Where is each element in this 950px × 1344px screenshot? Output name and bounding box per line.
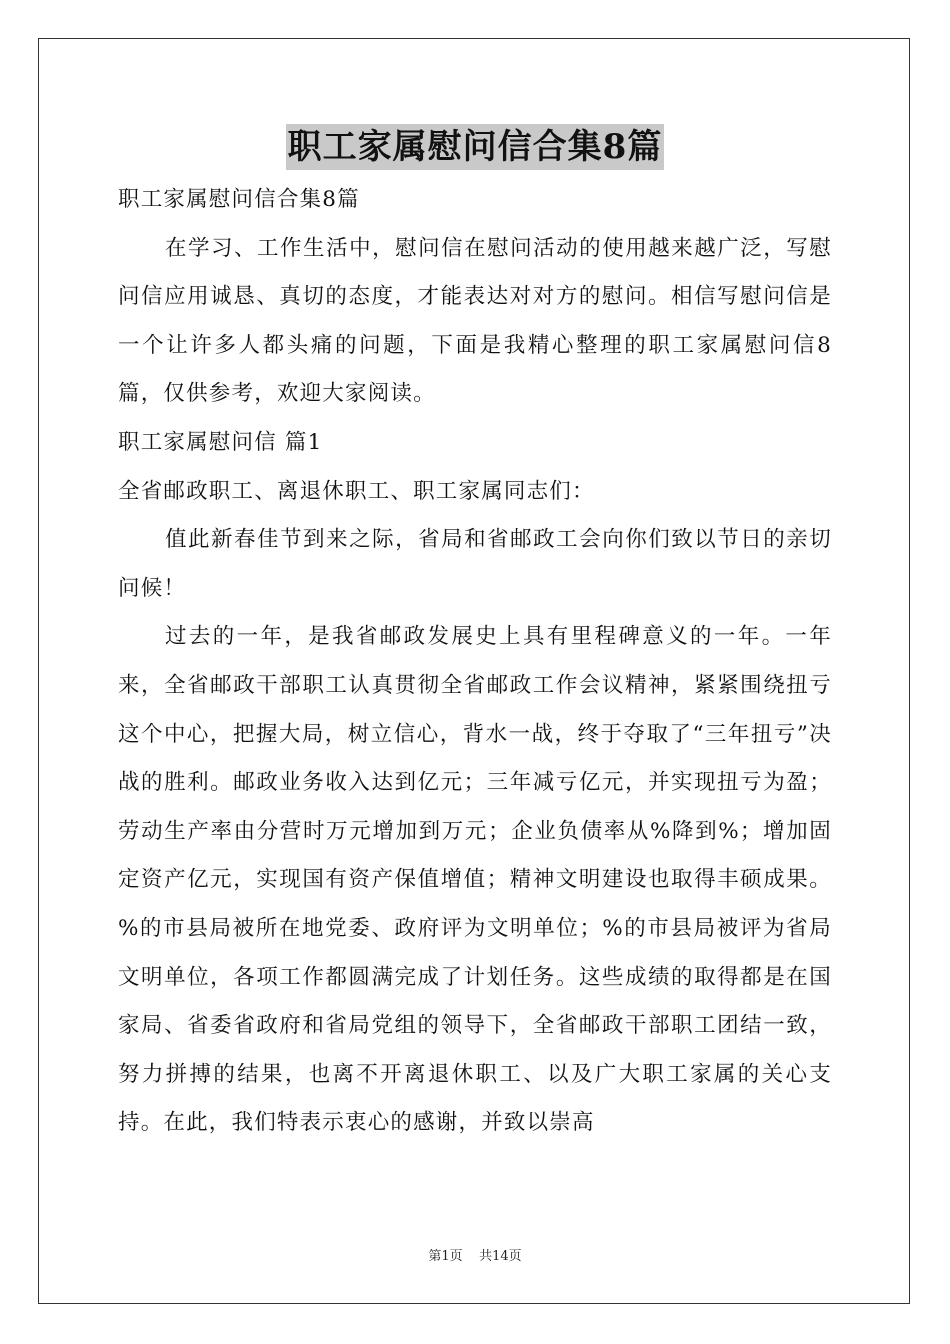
document-title-text: 职工家属慰问信合集8篇 bbox=[286, 124, 665, 170]
section-heading: 职工家属慰问信 篇1 bbox=[118, 429, 323, 455]
document-title bbox=[0, 124, 950, 174]
page-footer bbox=[0, 1245, 950, 1264]
page-number: 第1页 共14页 bbox=[428, 1249, 522, 1264]
document-body bbox=[118, 176, 832, 1148]
body-paragraph: 过去的一年，是我省邮政发展史上具有里程碑意义的一年。一年来，全省邮政干部职工认真贯彻全省邮政工作会议精神，紧紧围绕扭亏这个中心，把握大局，树立信心，背水一战，终于夺取了“三年扭亏”决战的胜利。邮政业务收入达到亿元；三年减亏亿元，并实现扭亏为盈；劳动生产率由分营时万元增加到万元；企业负债率从%降到%；增加固定资产亿元，实现国有资产保值增值；精神文明建设也取得丰硕成果。%的市县局被所在地党委、政府评为文明单位；%的市县局被评为省局文明单位，各项工作都圆满完成了计划任务。这些成绩的取得都是在国家局、省委省政府和省局党组的领导下，全省邮政干部职工团结一致，努力拼搏的结果，也离不开离退休职工、以及广大职工家属的关心支持。在此，我们特表示衷心的感谢，并致以崇高 bbox=[118, 624, 832, 1136]
intro-paragraph: 在学习、工作生活中，慰问信在慰问活动的使用越来越广泛，写慰问信应用诚恳、真切的态度，才能表达对对方的慰问。相信写慰问信是一个让许多人都头痛的问题，下面是我精心整理的职工家属慰问信8篇，仅供参考，欢迎大家阅读。 bbox=[118, 235, 832, 407]
greeting-paragraph: 值此新春佳节到来之际，省局和省邮政工会向你们致以节日的亲切问候！ bbox=[118, 527, 832, 601]
subtitle-line: 职工家属慰问信合集8篇 bbox=[118, 187, 360, 212]
salutation: 全省邮政职工、离退休职工、职工家属同志们： bbox=[118, 478, 595, 504]
